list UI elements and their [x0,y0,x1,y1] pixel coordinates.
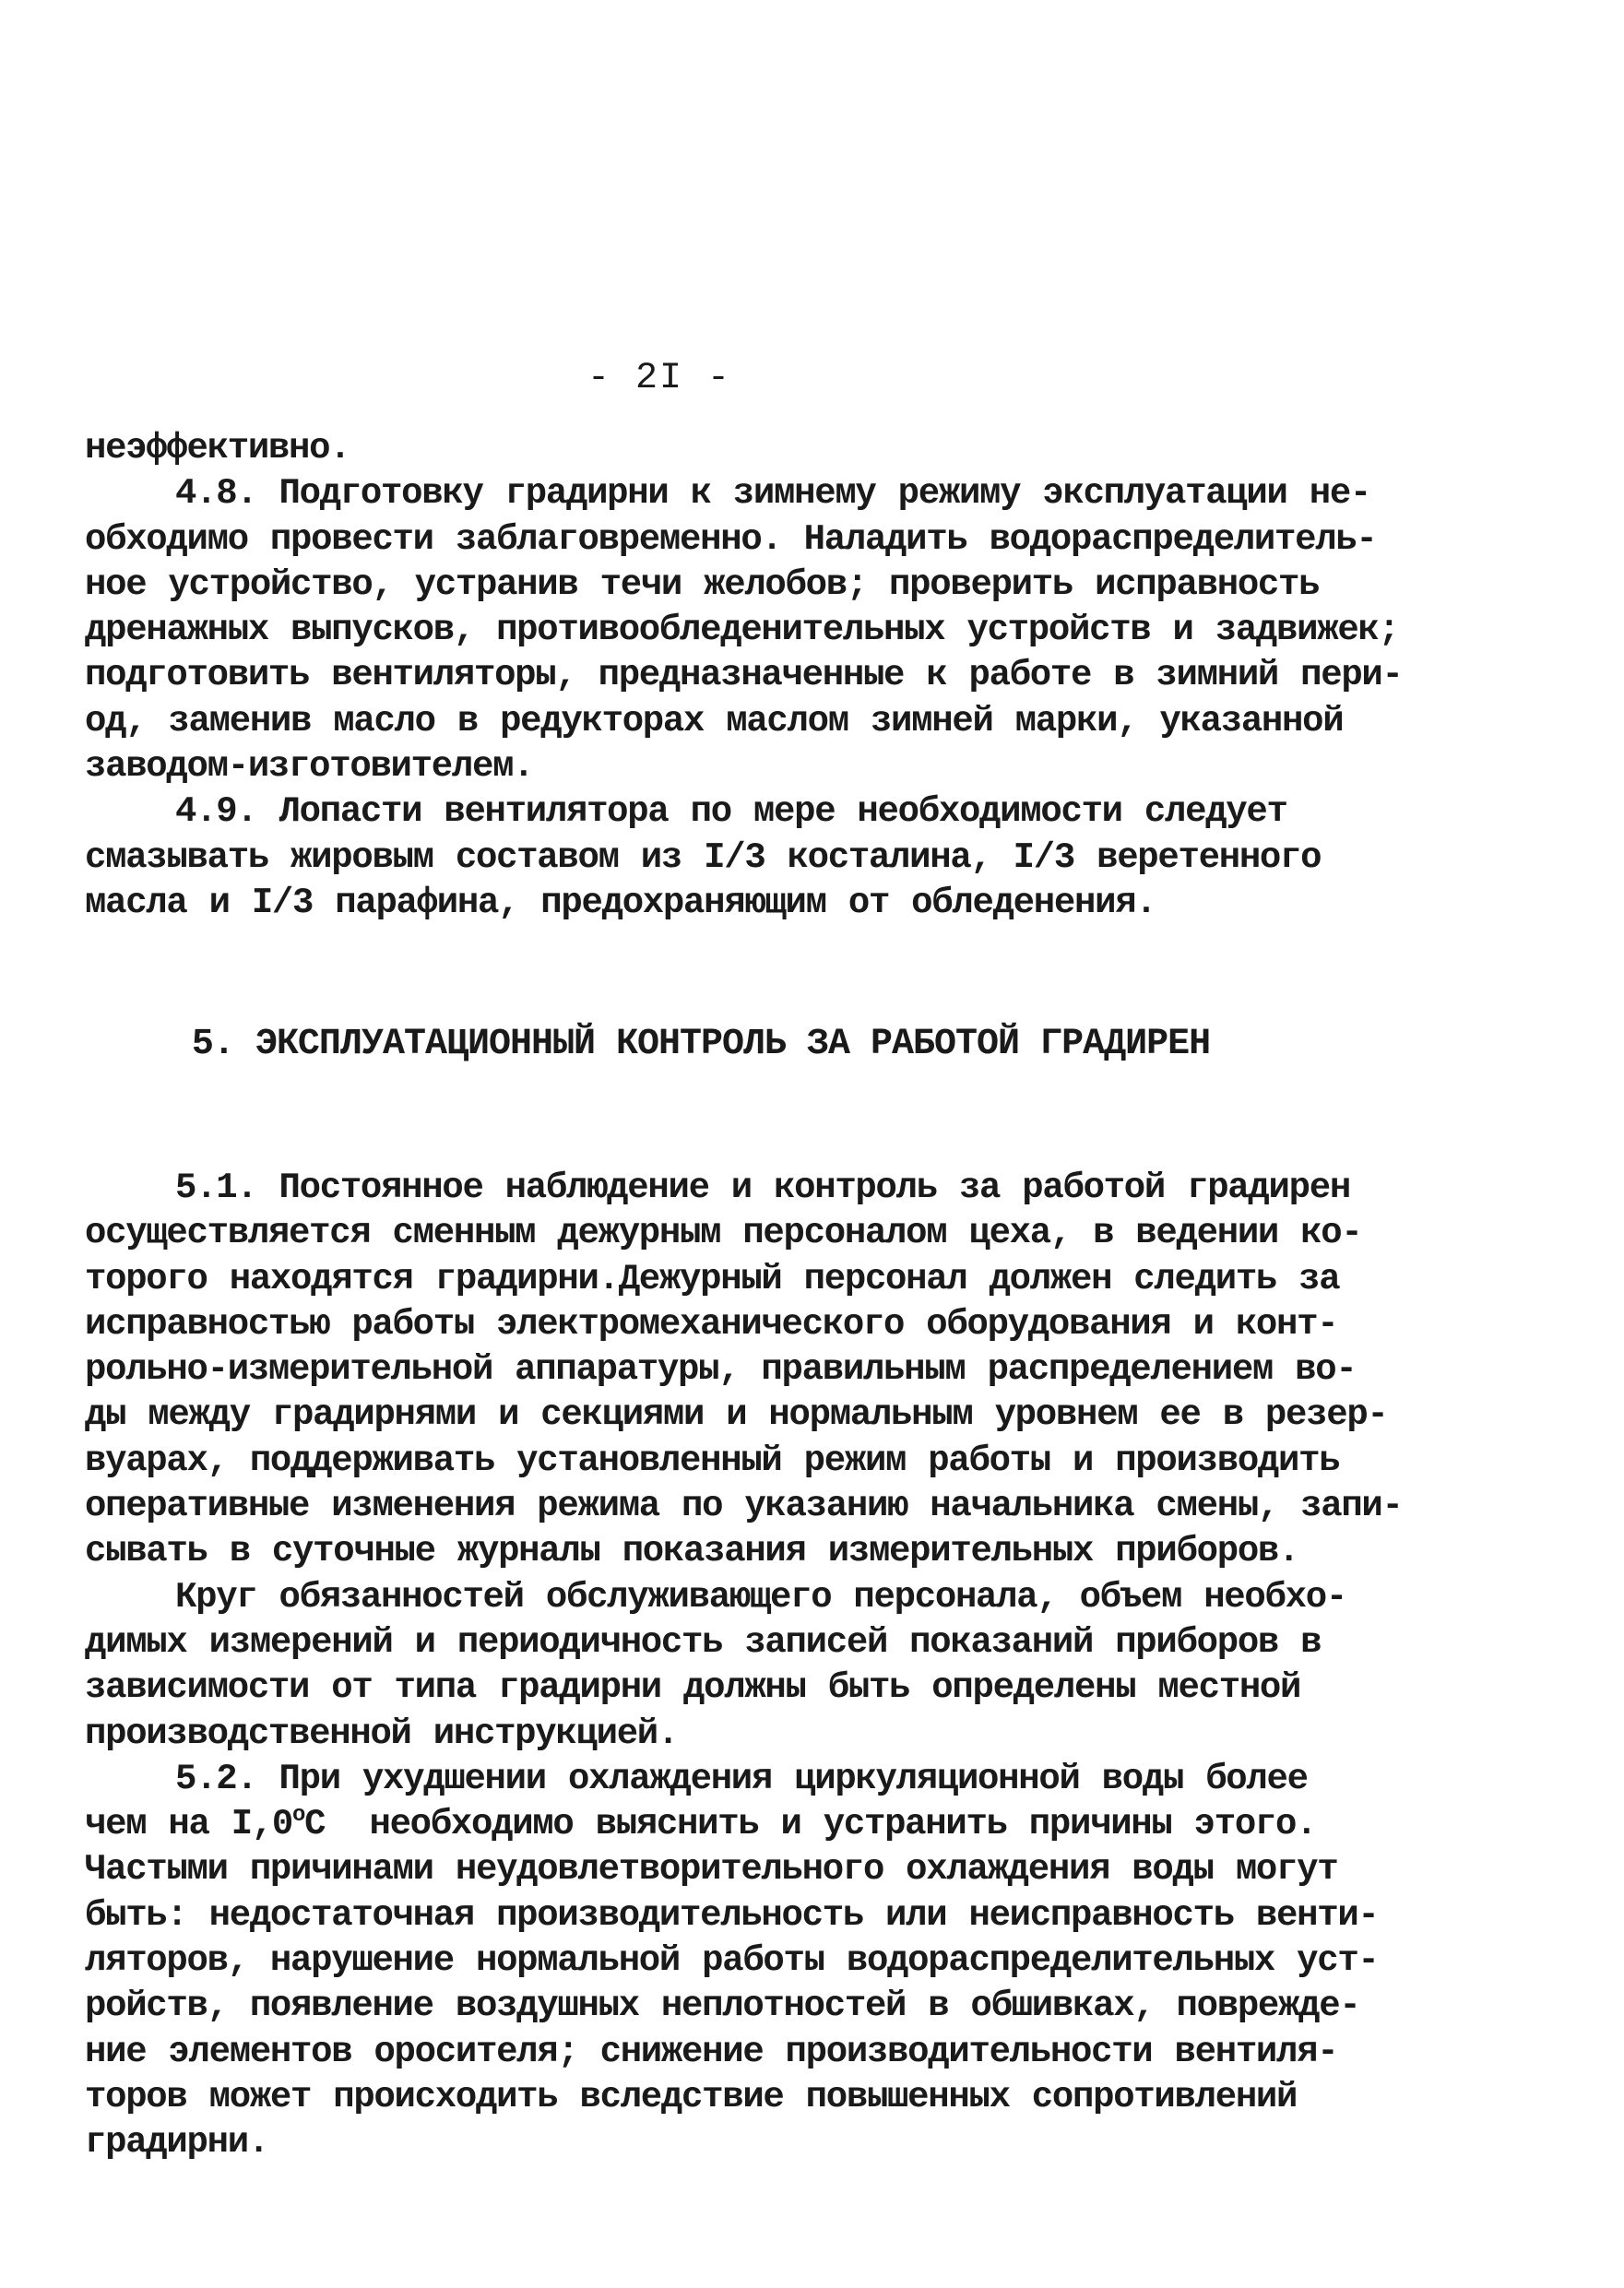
text-line-content: производственной инструкцией. [85,1713,679,1754]
text-line [85,1302,1338,1347]
text-line-content: зависимости от типа градирни должны быть определены местной [85,1667,1301,1709]
text-line-content: ройств, появление воздушных неплотностей в обшивках, поврежде- [85,1986,1360,2027]
text-line [85,1712,1321,1757]
text-line [85,1393,1388,1438]
text-line-content: градирни. [85,2122,268,2164]
text-line-content: быть: недостаточная производительность или неисправность венти- [85,1894,1379,1936]
text-line-content: ды между градирнями и секциями и нормальным уровнем ее в резер- [85,1394,1388,1436]
text-line [85,744,1321,789]
text-line-content: ние элементов оросителя; снижение производительности вентиля- [85,2031,1338,2072]
text-line [85,1575,1346,1620]
text-line-content: торов может происходить вследствие повышенных сопротивлений [85,2076,1298,2117]
text-line-content: од, заменив масло в редукторах маслом зимней марки, указанной [85,700,1344,741]
text-line [85,1211,1362,1256]
text-line [85,1938,1379,1984]
text-line [85,1257,1340,1302]
text-line [85,1666,1321,1711]
text-line [85,1757,1321,1802]
text-line-content: 5.2. При ухудшении охлаждения циркуляционной воды более [175,1758,1308,1799]
text-line [85,836,1321,881]
section-5-heading: 5. ЭКСПЛУАТАЦИОННЫЙ КОНТРОЛЬ ЗА РАБОТОЙ ГРАДИРЕН [191,1024,1211,1065]
text-line-content: рольно-измерительной аппаратуры, правильным распределением во- [85,1349,1357,1391]
text-line-content: 5.1. Постоянное наблюдение и контроль за работой градирен [175,1168,1350,1208]
text-line [85,789,1321,835]
text-line-content: чем на I,0 [85,1804,293,1845]
text-line [85,1484,1403,1529]
text-line-content: вуарах, поддерживать установленный режим работы и производить [85,1440,1340,1481]
text-line [85,471,1371,516]
text-line-content: Частыми причинами неудовлетворительного охлаждения воды могут [85,1849,1338,1891]
page-number: - 2I - [587,358,732,399]
text-line [85,881,1321,926]
text-line-content: оперативные изменения режима по указанию начальника смены, запи- [85,1486,1403,1527]
text-line-content: обходимо провести заблаговременно. Наладить водораспределитель- [85,518,1377,560]
text-line [85,1529,1321,1574]
text-line-content: заводом-изготовителем. [85,746,534,788]
text-line [85,1439,1340,1484]
text-line [85,1802,1321,1847]
text-line-content: 4.8. Подготовку градирни к зимнему режиму эксплуатации не- [175,473,1371,515]
text-line-content: ляторов, нарушение нормальной работы водораспределительных уст- [85,1940,1379,1982]
text-line [85,2030,1338,2075]
text-line [85,1347,1357,1393]
text-line-content: ное устройство, устранив течи желобов; проверить исправность [85,563,1320,605]
text-line-content: Круг обязанностей обслуживающего персонала, объем необхо- [175,1576,1346,1618]
text-line-content: димых измерений и периодичность записей показаний приборов в [85,1621,1322,1663]
text-line-content: смазывать жировым составом из I/3 косталина, I/3 веретенного [85,836,1322,878]
text-line [85,699,1344,744]
text-line-content: осуществляется сменным дежурным персоналом цеха, в ведении ко- [85,1213,1362,1254]
text-line [85,1620,1321,1666]
text-line-content: торого находятся градирни.Дежурный персонал должен следить за [85,1258,1340,1299]
text-line-content: исправностью работы электромеханического оборудования и конт- [85,1303,1338,1345]
text-line [85,563,1321,608]
text-line-content: дренажных выпусков, противообледенительных устройств и задвижек; [85,610,1399,651]
degree-superscript: о [292,1803,305,1829]
text-line [85,653,1403,698]
text-line [85,1847,1338,1892]
text-line [85,2120,1321,2165]
text-line [85,608,1399,653]
text-line [85,1984,1360,2029]
text-line-content: подготовить вентиляторы, предназначенные к работе в зимний пери- [85,655,1403,696]
section-5-text [85,1166,1403,2166]
text-line-continuation: C необходимо выяснить и устранить причины этого. [304,1804,1317,1845]
text-line [85,1166,1350,1211]
text-line [85,426,1321,471]
text-line-content: 4.9. Лопасти вентилятора по мере необходимости следует [175,791,1287,833]
text-line-content: неэффективно. [85,428,350,468]
text-line [85,1893,1379,1938]
text-line-content: сывать в суточные журналы показания измерительных приборов. [85,1531,1299,1572]
text-line [85,517,1377,563]
text-line-content: масла и I/3 парафина, предохраняющим от обледенения. [85,882,1156,923]
text-line [85,2075,1321,2120]
section-4-text [85,426,1403,926]
